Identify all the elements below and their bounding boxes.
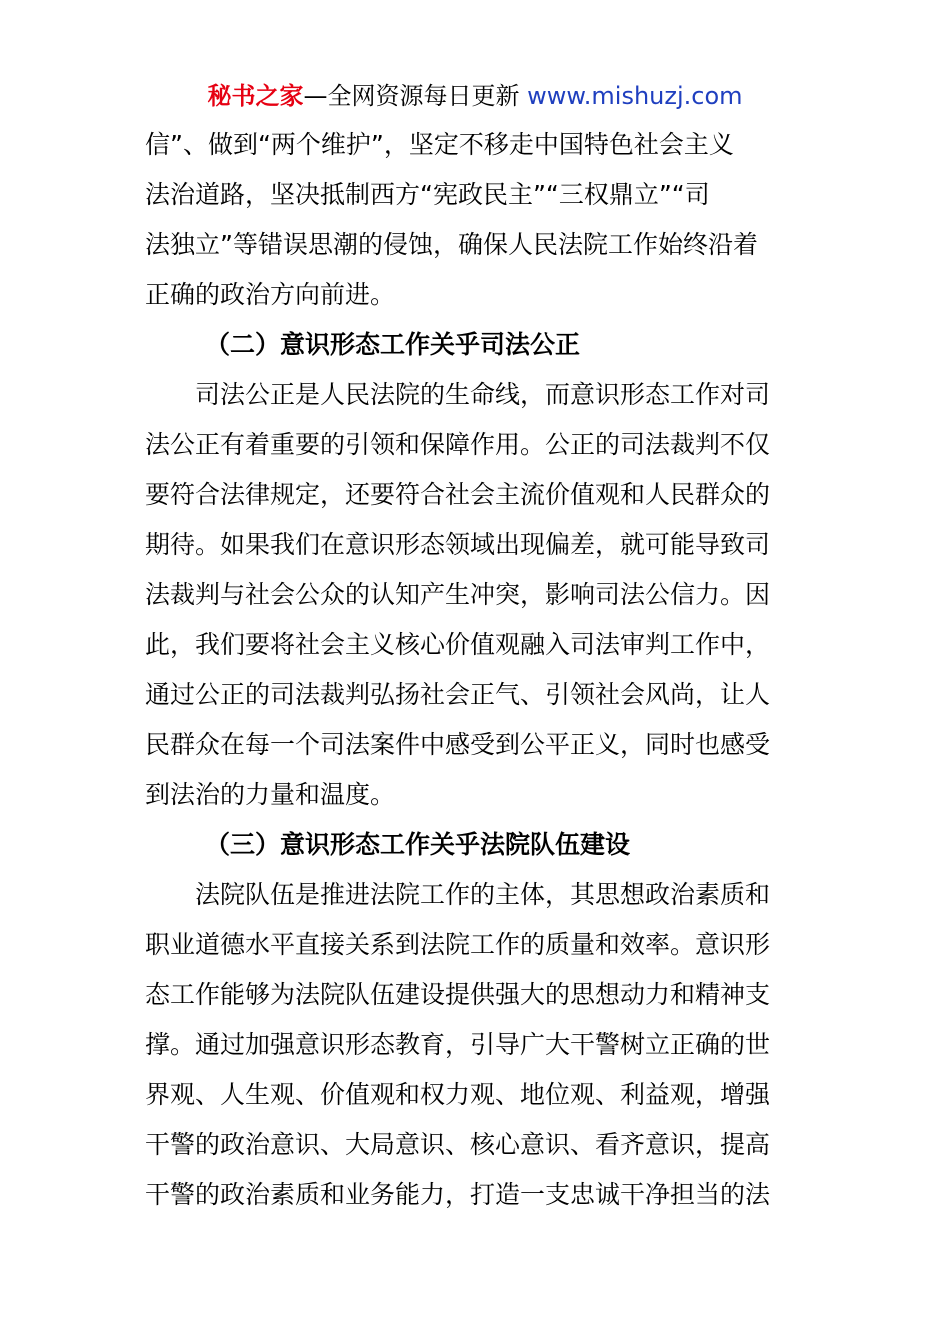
paragraph-line: 通过公正的司法裁判弘扬社会正气、引领社会风尚，让人 xyxy=(145,680,771,709)
paragraph-line: 信”、做到“两个维护”，坚定不移走中国特色社会主义 xyxy=(145,130,734,159)
paragraph-line: 法独立”等错误思潮的侵蚀，确保人民法院工作始终沿着 xyxy=(145,230,758,259)
site-url[interactable]: www.mishuzj.com xyxy=(527,82,743,110)
paragraph-line: 撑。通过加强意识形态教育，引导广大干警树立正确的世 xyxy=(145,1030,771,1059)
paragraph-line: 此，我们要将社会主义核心价值观融入司法审判工作中， xyxy=(145,630,771,659)
site-brand: 秘书之家 xyxy=(207,82,304,110)
paragraph-line: 民群众在每一个司法案件中感受到公平正义，同时也感受 xyxy=(145,730,771,759)
paragraph-line: 法公正有着重要的引领和保障作用。公正的司法裁判不仅 xyxy=(145,430,771,459)
paragraph-line: 司法公正是人民法院的生命线，而意识形态工作对司 xyxy=(195,380,771,409)
section-heading: （三）意识形态工作关乎法院队伍建设 xyxy=(205,830,631,859)
paragraph-line: 职业道德水平直接关系到法院工作的质量和效率。意识形 xyxy=(145,930,771,959)
paragraph-line: 干警的政治意识、大局意识、核心意识、看齐意识，提高 xyxy=(145,1130,771,1159)
site-tagline: —全网资源每日更新 xyxy=(303,82,528,110)
paragraph-line: 法裁判与社会公众的认知产生冲突，影响司法公信力。因 xyxy=(145,580,771,609)
paragraph-line: 态工作能够为法院队伍建设提供强大的思想动力和精神支 xyxy=(145,980,771,1009)
paragraph-line: 期待。如果我们在意识形态领域出现偏差，就可能导致司 xyxy=(145,530,771,559)
paragraph-line: 界观、人生观、价值观和权力观、地位观、利益观，增强 xyxy=(145,1080,771,1109)
paragraph-line: 法治道路，坚决抵制西方“宪政民主”“三权鼎立”“司 xyxy=(145,180,710,209)
paragraph-line: 法院队伍是推进法院工作的主体，其思想政治素质和 xyxy=(195,880,771,909)
section-heading: （二）意识形态工作关乎司法公正 xyxy=(205,330,581,359)
paragraph-line: 要符合法律规定，还要符合社会主流价值观和人民群众的 xyxy=(145,480,771,509)
paragraph-line: 到法治的力量和温度。 xyxy=(145,780,396,809)
site-header xyxy=(0,80,950,112)
paragraph-line: 正确的政治方向前进。 xyxy=(145,280,396,309)
paragraph-line: 干警的政治素质和业务能力，打造一支忠诚干净担当的法 xyxy=(145,1180,771,1209)
